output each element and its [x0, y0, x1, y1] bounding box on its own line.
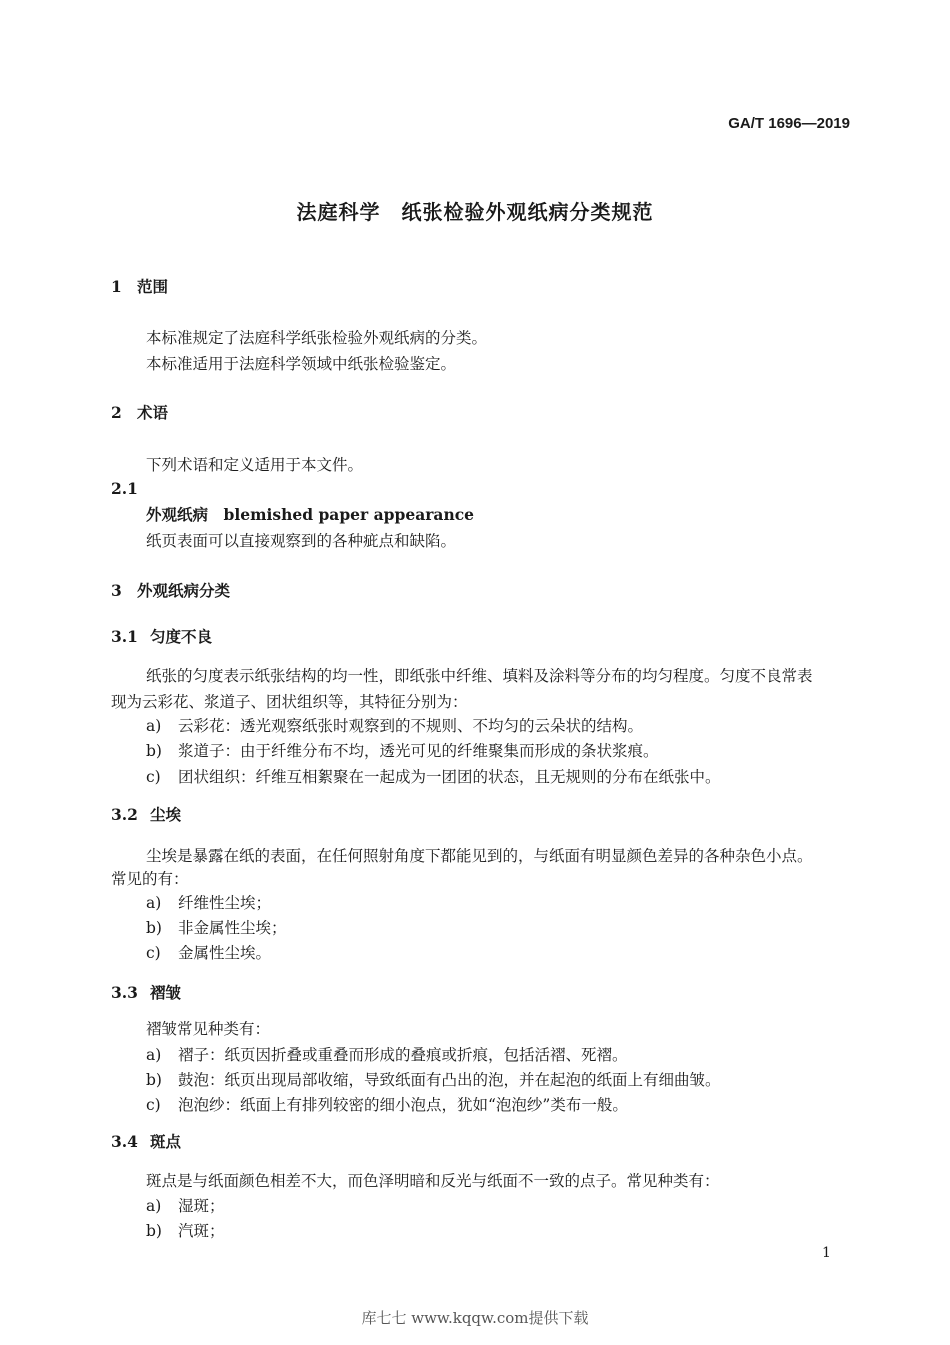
standard-number: GA/T 1696—2019	[728, 115, 850, 132]
subsection-heading: 匀度不良	[150, 627, 213, 646]
list-marker: a)	[146, 894, 162, 912]
list-item: 非金属性尘埃；	[178, 919, 287, 937]
paragraph: 本标准规定了法庭科学纸张检验外观纸病的分类。	[146, 329, 488, 347]
section-heading: 外观纸病分类	[137, 581, 231, 600]
list-marker: a)	[146, 717, 162, 735]
section-heading: 范围	[137, 277, 169, 296]
paragraph: 常见的有：	[111, 870, 189, 888]
list-item: 金属性尘埃。	[178, 944, 272, 962]
list-item: 褶子：纸页因折叠或重叠而形成的叠痕或折痕，包括活褶、死褶。	[178, 1046, 628, 1064]
subsection-number: 3.3	[111, 983, 138, 1002]
list-marker: b)	[146, 1071, 162, 1089]
subsection-heading: 斑点	[150, 1132, 182, 1151]
subsection-number: 2.1	[111, 479, 138, 498]
list-marker: b)	[146, 1222, 162, 1240]
list-item: 纤维性尘埃；	[178, 894, 272, 912]
paragraph: 下列术语和定义适用于本文件。	[146, 456, 364, 474]
paragraph: 斑点是与纸面颜色相差不大，而色泽明暗和反光与纸面不一致的点子。常见种类有：	[146, 1172, 720, 1190]
subsection-heading: 褶皱	[150, 983, 182, 1002]
subsection-number: 3.2	[111, 805, 138, 824]
section-heading: 术语	[137, 403, 169, 422]
list-item: 浆道子：由于纤维分布不均，透光可见的纤维聚集而形成的条状浆痕。	[178, 742, 659, 760]
list-item: 汽斑；	[178, 1222, 225, 1240]
section-number: 2	[111, 403, 122, 422]
section-number: 3	[111, 581, 122, 600]
paragraph: 褶皱常见种类有：	[146, 1020, 271, 1038]
list-marker: c)	[146, 944, 161, 962]
section-number: 1	[111, 277, 122, 296]
paragraph: 本标准适用于法庭科学领域中纸张检验鉴定。	[146, 355, 457, 373]
list-marker: c)	[146, 768, 161, 786]
list-item: 团状组织：纤维互相絮聚在一起成为一团团的状态，且无规则的分布在纸张中。	[178, 768, 721, 786]
paragraph: 尘埃是暴露在纸的表面，在任何照射角度下都能见到的，与纸面有明显颜色差异的各种杂色小点。	[146, 847, 813, 865]
list-marker: c)	[146, 1096, 161, 1114]
list-item: 泡泡纱：纸面上有排列较密的细小泡点，犹如“泡泡纱”类布一般。	[178, 1096, 628, 1114]
page-number: 1	[822, 1245, 831, 1261]
paragraph: 现为云彩花、浆道子、团状组织等，其特征分别为：	[111, 693, 468, 711]
footer-watermark: 库七七 www.kqqw.com提供下载	[361, 1309, 589, 1327]
subsection-number: 3.4	[111, 1132, 138, 1151]
list-item: 云彩花：透光观察纸张时观察到的不规则、不均匀的云朵状的结构。	[178, 717, 644, 735]
list-item: 湿斑；	[178, 1197, 225, 1215]
term: 外观纸病 blemished paper appearance	[146, 505, 475, 524]
list-item: 鼓泡：纸页出现局部收缩，导致纸面有凸出的泡，并在起泡的纸面上有细曲皱。	[178, 1071, 721, 1089]
paragraph: 纸张的匀度表示纸张结构的均一性，即纸张中纤维、填料及涂料等分布的均匀程度。匀度不良常表	[146, 667, 813, 685]
list-marker: b)	[146, 742, 162, 760]
list-marker: a)	[146, 1197, 162, 1215]
definition: 纸页表面可以直接观察到的各种疵点和缺陷。	[146, 532, 457, 550]
document-title: 法庭科学 纸张检验外观纸病分类规范	[296, 200, 654, 224]
subsection-heading: 尘埃	[150, 805, 182, 824]
subsection-number: 3.1	[111, 627, 138, 646]
list-marker: a)	[146, 1046, 162, 1064]
list-marker: b)	[146, 919, 162, 937]
